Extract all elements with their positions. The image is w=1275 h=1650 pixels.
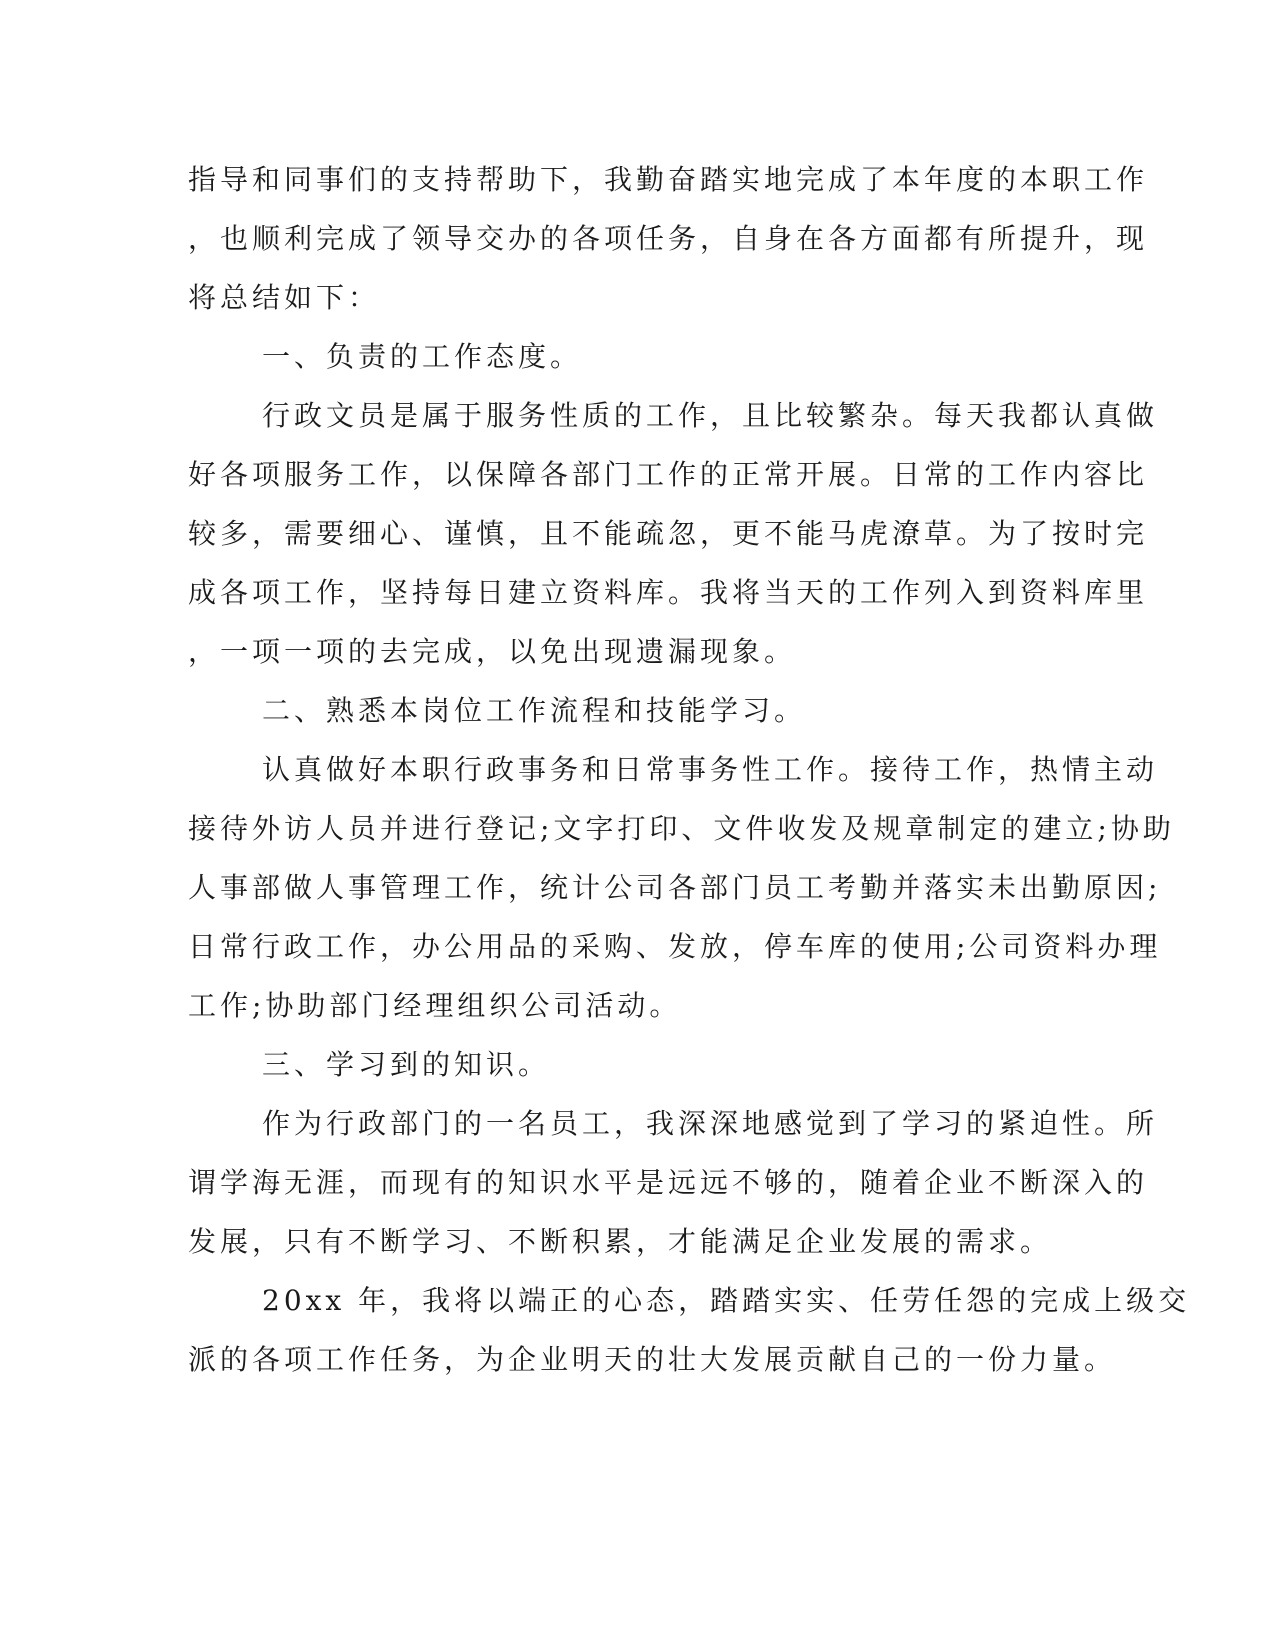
text-line: 20xx 年，我将以端正的心态，踏踏实实、任劳任怨的完成上级交 [262, 1284, 1191, 1317]
text-line: 谓学海无涯，而现有的知识水平是远远不够的，随着企业不断深入的 [188, 1166, 1149, 1199]
section-heading: 三、学习到的知识。 [262, 1048, 551, 1081]
text-line: 接待外访人员并进行登记;文字打印、文件收发及规章制定的建立;协助 [188, 812, 1175, 845]
text-line: 行政文员是属于服务性质的工作，且比较繁杂。每天我都认真做 [262, 399, 1159, 432]
text-line: ，也顺利完成了领导交办的各项任务，自身在各方面都有所提升，现 [188, 222, 1149, 255]
text-line: ，一项一项的去完成，以免出现遗漏现象。 [188, 635, 797, 668]
text-line: 日常行政工作，办公用品的采购、发放，停车库的使用;公司资料办理 [188, 930, 1162, 963]
text-line: 工作;协助部门经理组织公司活动。 [188, 989, 682, 1022]
text-line: 人事部做人事管理工作，统计公司各部门员工考勤并落实未出勤原因; [188, 871, 1162, 904]
text-line: 较多，需要细心、谨慎，且不能疏忽，更不能马虎潦草。为了按时完 [188, 517, 1149, 550]
section-heading: 二、熟悉本岗位工作流程和技能学习。 [262, 694, 807, 727]
section-heading: 一、负责的工作态度。 [262, 340, 583, 373]
text-line: 认真做好本职行政事务和日常事务性工作。接待工作，热情主动 [262, 753, 1159, 786]
text-line: 成各项工作，坚持每日建立资料库。我将当天的工作列入到资料库里 [188, 576, 1149, 609]
text-line: 作为行政部门的一名员工，我深深地感觉到了学习的紧迫性。所 [262, 1107, 1159, 1140]
text-line: 好各项服务工作，以保障各部门工作的正常开展。日常的工作内容比 [188, 458, 1149, 491]
text-line: 指导和同事们的支持帮助下，我勤奋踏实地完成了本年度的本职工作 [188, 163, 1149, 196]
text-line: 发展，只有不断学习、不断积累，才能满足企业发展的需求。 [188, 1225, 1053, 1258]
text-line: 将总结如下： [188, 281, 381, 314]
text-line: 派的各项工作任务，为企业明天的壮大发展贡献自己的一份力量。 [188, 1343, 1117, 1376]
